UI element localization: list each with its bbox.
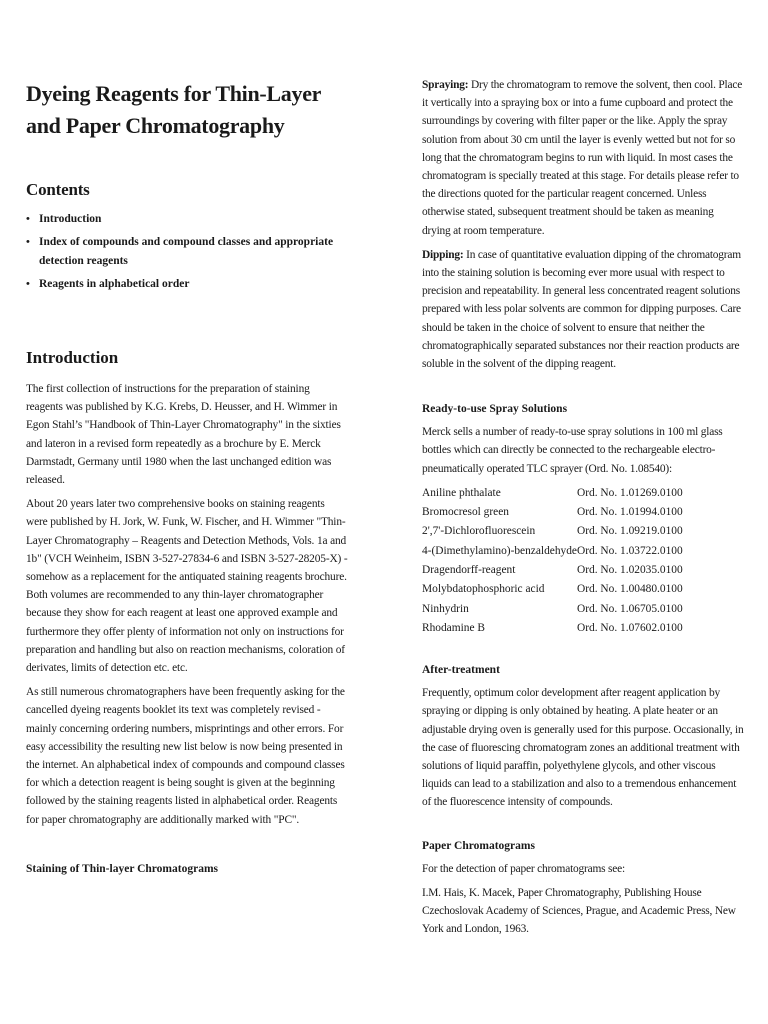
intro-paragraph-3: As still numerous chromatographers have been frequently asking for the cancelled dyeing reagents booklet its text was completely revised - mainly concerning ordering numbers, misprintings and other errors. For easy accessibility the resulting new list below is now being presented in the internet. An alphabetical index of compounds and compound classes for which a detection reagent is being sought is given at the beginning followed by the staining reagents listed in alphabetical order. Reagents for paper chromatography are additionally marked with "PC". (26, 686, 345, 826)
ready-to-use-heading: Ready-to-use Spray Solutions (422, 403, 568, 416)
table-row (422, 522, 683, 541)
intro-paragraph-2: About 20 years later two comprehensive books on staining reagents were published by H. Jork, W. Funk, W. Fischer, and H. Wimmer "Thin-Layer Chromatography – Reagents and Detection Methods, Vols. 1a and 1b" (VCH Weinheim, ISBN 3-527-27834-6 and ISBN 3-527-28205-X) - somehow as a replacement for the antiquated staining reagents brochure. Both volumes are recommended to any thin-layer chromatographer because they show for each reagent at least one approved example and furthermore they offer plenty of information not only on instructions for preparation and handling but also on reaction mechanisms, coloration of derivates, limits of detection etc. etc. (26, 498, 348, 675)
table-row (422, 580, 683, 599)
intro-paragraph-1: The first collection of instructions for the preparation of staining reagents was published by K.G. Krebs, D. Heusser, and H. Wimmer in Egon Stahl’s "Handbook of Thin-Layer Chromatography" in the sixties and lateron in a revised form repeatedly as a brochure by E. Merck Darmstadt, Germany until 1980 when the last unchanged edition was released. (26, 383, 341, 487)
dipping-label: Dipping: (422, 248, 464, 261)
ready-to-use-section (422, 403, 744, 638)
table-row (422, 619, 683, 638)
table-row (422, 561, 683, 580)
contents-item-introduction[interactable] (26, 210, 348, 229)
paper-chromatograms-heading: Paper Chromatograms (422, 839, 535, 852)
solution-name: 2',7'-Dichlorofluorescein (422, 525, 536, 538)
contents-link-index[interactable]: Index of compounds and compound classes and appropriate detection reagents (39, 236, 334, 267)
solution-name: 4-(Dimethylamino)-benzaldehyde (422, 544, 577, 557)
after-treatment-text: Frequently, optimum color development after reagent application by spraying or dipping is only obtained by heating. A plate heater or an adjustable drying oven is generally used for this purpose. Occasionally, in the case of fluorescing chromatogram zones an additional treatment with solutions of liquid paraffin, polyethylene glycols, and other viscous liquids can lead to a stabilization and also to a tremendous enhancement of the fluorescence intensity of compounds. (422, 687, 744, 809)
table-row (422, 503, 683, 522)
solution-order-number: Ord. No. 1.01994.0100 (577, 506, 683, 519)
solution-order-number: Ord. No. 1.06705.0100 (577, 602, 683, 615)
paper-chromatograms-intro: For the detection of paper chromatograms see: (422, 862, 625, 875)
solution-order-number: Ord. No. 1.01269.0100 (577, 486, 683, 499)
after-treatment-section (422, 664, 744, 811)
contents-link-introduction[interactable]: Introduction (39, 213, 102, 225)
solution-order-number: Ord. No. 1.03722.0100 (577, 544, 683, 557)
solution-name: Molybdatophosphoric acid (422, 583, 545, 596)
spray-solutions-table (422, 484, 683, 638)
right-column (422, 76, 744, 944)
table-row (422, 542, 683, 561)
solution-order-number: Ord. No. 1.00480.0100 (577, 583, 683, 596)
spraying-label: Spraying: (422, 79, 469, 91)
staining-heading: Staining of Thin-layer Chromatograms (26, 862, 219, 875)
contents-item-reagents[interactable] (26, 275, 348, 294)
contents-item-index[interactable] (26, 233, 348, 271)
table-row (422, 600, 683, 619)
left-column (26, 78, 348, 875)
spraying-text: Dry the chromatogram to remove the solvent, then cool. Place it vertically into a spraying box or into a fume cupboard and protect the surroundings by covering with filter paper or the like. Apply the spray solution from about 30 cm until the layer is evenly wetted but not for so long that the chromatogram begins to run with liquid. In most cases the chromatogram is specially treated at this stage. For details please refer to the directions quoted for the particular reagent concerned. Unless otherwise stated, subsequent treatment should be taken as meaning drying at room temperature. (422, 79, 743, 237)
solution-name: Aniline phthalate (422, 486, 501, 499)
solution-name: Bromocresol green (422, 506, 509, 519)
solution-name: Rhodamine B (422, 621, 485, 634)
solution-name: Dragendorff-reagent (422, 564, 516, 577)
solution-order-number: Ord. No. 1.09219.0100 (577, 525, 683, 538)
dipping-paragraph (422, 246, 744, 373)
bullet-icon: • (26, 213, 30, 225)
contents-link-reagents[interactable]: Reagents in alphabetical order (39, 278, 190, 290)
bullet-icon: • (26, 236, 30, 248)
document-title: Dyeing Reagents for Thin-Layer and Paper Chromatography (26, 81, 321, 138)
contents-heading: Contents (26, 180, 90, 199)
solution-name: Ninhydrin (422, 602, 469, 615)
spraying-paragraph (422, 76, 744, 240)
contents-list (26, 210, 348, 294)
table-row (422, 484, 683, 503)
solution-order-number: Ord. No. 1.07602.0100 (577, 621, 683, 634)
solution-order-number: Ord. No. 1.02035.0100 (577, 564, 683, 577)
ready-to-use-intro: Merck sells a number of ready-to-use spray solutions in 100 ml glass bottles which can directly be connected to the rechargeable electro-pneumatically operated TLC sprayer (Ord. No. 1.08540): (422, 426, 723, 475)
bullet-icon: • (26, 278, 30, 290)
paper-chromatograms-reference: I.M. Hais, K. Macek, Paper Chromatography, Publishing House Czechoslovak Academy of Sciences, Prague, and Academic Press, New York and London, 1963. (422, 886, 736, 936)
dipping-text: In case of quantitative evaluation dipping of the chromatogram into the staining solution is becoming ever more usual with respect to precision and repeatability. In general less concentrated reagent solutions prepared with less polar solvents are common for dipping purposes. Care should be taken in the choice of solvent to ensure that neither the chromatographically separated substances nor their reaction products are soluble in the solvent of the dipping reagent. (422, 248, 741, 371)
after-treatment-heading: After-treatment (422, 664, 500, 677)
paper-chromatograms-section (422, 840, 744, 939)
introduction-heading: Introduction (26, 348, 119, 367)
